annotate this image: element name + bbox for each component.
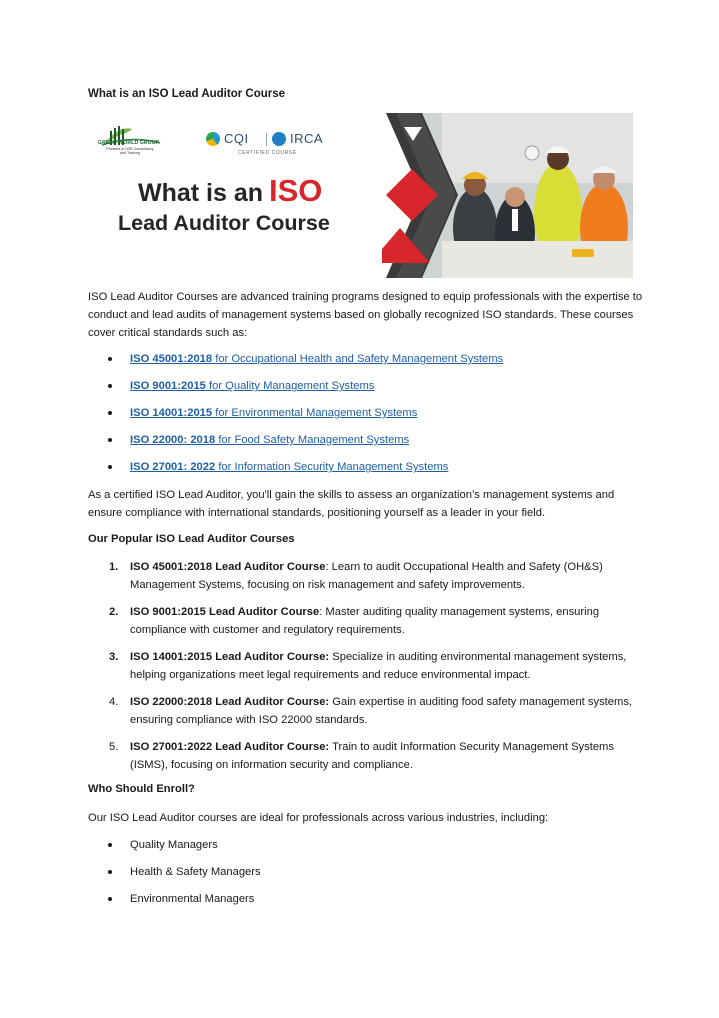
course-desc: Train to audit Information Security Management Systems (ISMS), focusing on information security and compliance. — [130, 741, 614, 771]
popular-courses-heading: Our Popular ISO Lead Auditor Courses — [88, 533, 295, 545]
logo-divider — [266, 133, 267, 146]
course-number: 3. — [109, 651, 119, 663]
list-item: Health & Safety Managers — [88, 863, 648, 890]
certified-course-label: CERTIFIED COURSE — [238, 150, 297, 156]
certified-paragraph: As a certified ISO Lead Auditor, you'll gain the skills to assess an organization’s management systems and ensure compliance with international standards, positioning yourself as a leader in your field. — [88, 489, 615, 519]
list-item — [88, 350, 648, 377]
course-item — [88, 558, 648, 594]
list-item: Environmental Managers — [88, 890, 648, 917]
course-name: ISO 27001:2022 Lead Auditor Course: — [130, 741, 330, 753]
irca-label: IRCA — [290, 131, 324, 146]
standard-desc: for Information Security Management Systems — [215, 461, 449, 473]
standard-code: ISO 45001:2018 — [130, 353, 213, 365]
iso-standards-list — [88, 350, 648, 485]
cqi-irca-certified-logo — [204, 131, 324, 167]
course-item — [88, 648, 648, 684]
standard-code: ISO 14001:2015 — [130, 407, 213, 419]
auditors-photo — [382, 113, 633, 278]
standard-code: ISO 27001: 2022 — [130, 461, 216, 473]
logo-name: GREEN WORLD GROUP — [98, 140, 160, 146]
cqi-label: CQI — [224, 131, 249, 146]
standard-code: ISO 9001:2015 — [130, 380, 206, 392]
standard-link-iso-27001[interactable] — [130, 461, 448, 473]
roles-list — [88, 836, 648, 917]
banner-headline-line2: Lead Auditor Course — [118, 211, 330, 235]
standard-code: ISO 22000: 2018 — [130, 434, 216, 446]
standard-link-iso-14001[interactable] — [130, 407, 417, 419]
standard-link-iso-22000[interactable] — [130, 434, 409, 446]
photo-illustration — [382, 113, 633, 278]
course-item — [88, 693, 648, 729]
headline-iso: ISO — [269, 173, 323, 208]
course-number: 1. — [109, 561, 119, 573]
list-item — [88, 458, 648, 485]
course-item — [88, 603, 648, 639]
standard-desc: for Food Safety Management Systems — [215, 434, 410, 446]
course-number: 5. — [109, 741, 119, 753]
enroll-paragraph: Our ISO Lead Auditor courses are ideal for professionals across various industries, including: — [88, 812, 549, 824]
list-item — [88, 431, 648, 458]
course-item — [88, 738, 648, 774]
popular-courses-list — [88, 558, 648, 783]
logo-tagline: Pioneers in HSE Consultancy and Training — [106, 147, 154, 156]
course-desc: Specialize in auditing environmental management systems, helping organizations meet legal requirements and reduce environmental impact. — [130, 651, 627, 681]
course-name: ISO 9001:2015 Lead Auditor Course — [130, 606, 320, 618]
document-title: What is an ISO Lead Auditor Course — [88, 88, 286, 100]
irca-globe-icon — [272, 132, 286, 146]
banner-headline-line1 — [138, 173, 322, 209]
course-name: ISO 14001:2015 Lead Auditor Course: — [130, 651, 330, 663]
list-item — [88, 377, 648, 404]
standard-link-iso-9001[interactable] — [130, 380, 374, 392]
cqi-icon — [206, 132, 220, 146]
who-should-enroll-heading: Who Should Enroll? — [88, 783, 195, 795]
standard-desc: for Environmental Management Systems — [212, 407, 418, 419]
headline-what-is-an: What is an — [138, 179, 264, 207]
standard-desc: for Occupational Health and Safety Management Systems — [212, 353, 504, 365]
course-banner-image — [92, 113, 633, 278]
list-item: Quality Managers — [88, 836, 648, 863]
course-name: ISO 45001:2018 Lead Auditor Course — [130, 561, 326, 573]
course-number: 2. — [109, 606, 119, 618]
course-name: ISO 22000:2018 Lead Auditor Course: — [130, 696, 330, 708]
intro-paragraph: ISO Lead Auditor Courses are advanced training programs designed to equip professionals with the expertise to conduct and lead audits of management systems based on globally recognized ISO standards. These courses cover critical standards such as: — [88, 291, 643, 339]
list-item — [88, 404, 648, 431]
course-number: 4. — [109, 696, 119, 708]
standard-link-iso-45001[interactable] — [130, 353, 503, 365]
banner-text-panel — [92, 113, 382, 278]
standard-desc: for Quality Management Systems — [205, 380, 375, 392]
course-desc: Gain expertise in auditing food safety management systems, ensuring compliance with ISO 22000 standards. — [130, 696, 633, 726]
course-desc: : Master auditing quality management systems, ensuring compliance with customer and regulatory requirements. — [130, 606, 600, 636]
course-desc: : Learn to audit Occupational Health and Safety (OH&S) Management Systems, focusing on risk management and safety improvements. — [130, 561, 603, 591]
